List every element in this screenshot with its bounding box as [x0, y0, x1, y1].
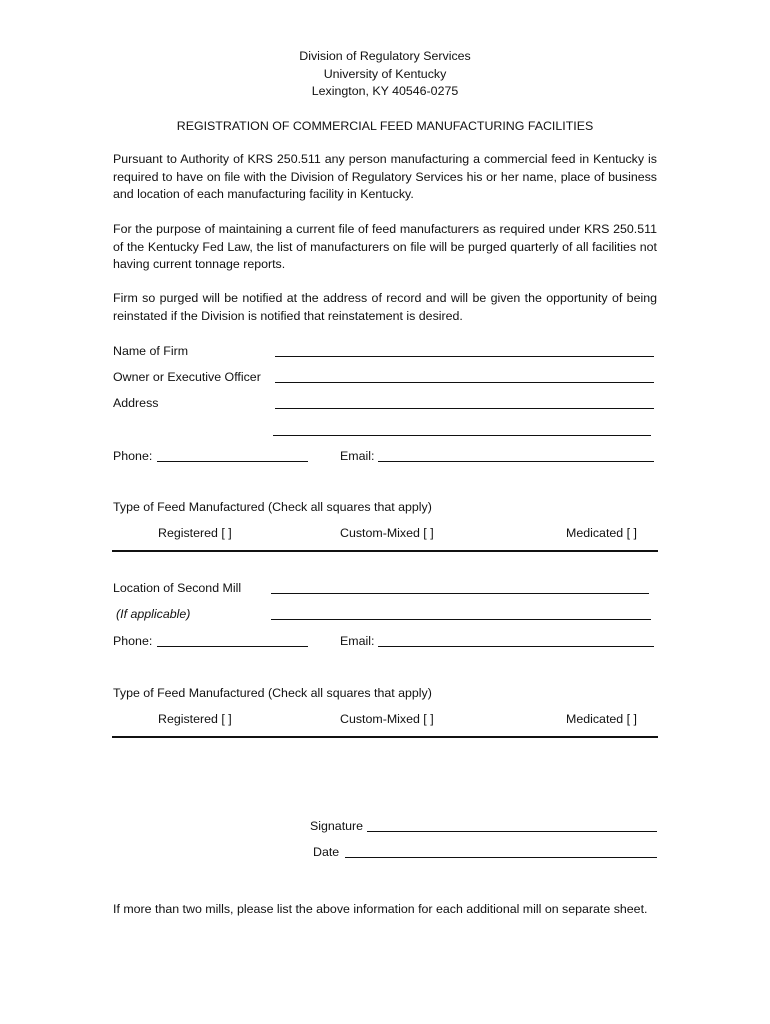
date-label: Date [313, 845, 340, 859]
custom-mixed-checkbox[interactable]: Custom-Mixed [ ] [340, 526, 434, 540]
paragraph-authority: Pursuant to Authority of KRS 250.511 any person manufacturing a commercial feed in Kentucky is required to have on file with the Division of Regulatory Services his or her name, place of business and location of each manufacturing facility in Kentucky. [113, 152, 657, 201]
medicated-checkbox[interactable]: Medicated [ ] [566, 526, 637, 540]
name-of-firm-label: Name of Firm [113, 344, 189, 358]
address-label: Address [113, 396, 159, 410]
second-mill-field-line1[interactable] [271, 593, 649, 594]
additional-mills-note: If more than two mills, please list the above information for each additional mill on separate sheet. [113, 902, 648, 916]
name-of-firm-field[interactable] [275, 356, 654, 357]
email-field[interactable] [378, 461, 654, 462]
feed-type-heading: Type of Feed Manufactured (Check all squares that apply) [113, 500, 432, 514]
second-mill-field-line2[interactable] [271, 619, 651, 620]
second-mill-label: Location of Second Mill [113, 581, 242, 595]
address-field-line1[interactable] [275, 408, 654, 409]
second-mill-feed-type-heading: Type of Feed Manufactured (Check all squares that apply) [113, 686, 432, 700]
signature-label: Signature [310, 819, 364, 833]
section-divider [112, 550, 658, 552]
date-field[interactable] [345, 857, 657, 858]
phone-label: Phone: [113, 449, 153, 463]
header-university: University of Kentucky [323, 67, 447, 81]
signature-field[interactable] [367, 831, 657, 832]
second-mill-medicated-checkbox[interactable]: Medicated [ ] [566, 712, 637, 726]
second-mill-email-label: Email: [340, 634, 375, 648]
email-label: Email: [340, 449, 375, 463]
form-title: REGISTRATION OF COMMERCIAL FEED MANUFACTURING FACILITIES [176, 119, 594, 133]
paragraph-purpose: For the purpose of maintaining a current file of feed manufacturers as required under KRS 250.511 of the Kentucky Fed Law, the list of manufacturers on file will be purged quarterly of all facilities not having current tonnage reports. [113, 222, 657, 271]
owner-field[interactable] [275, 382, 654, 383]
owner-label: Owner or Executive Officer [113, 370, 261, 384]
second-mill-email-field[interactable] [378, 646, 654, 647]
phone-field[interactable] [157, 461, 308, 462]
second-mill-custom-mixed-checkbox[interactable]: Custom-Mixed [ ] [340, 712, 434, 726]
paragraph-purged: Firm so purged will be notified at the address of record and will be given the opportunity of being reinstated if the Division is notified that reinstatement is desired. [113, 291, 657, 323]
if-applicable-note: (If applicable) [116, 607, 191, 621]
second-mill-registered-checkbox[interactable]: Registered [ ] [158, 712, 232, 726]
second-mill-phone-field[interactable] [157, 646, 308, 647]
header-address: Lexington, KY 40546-0275 [311, 84, 459, 98]
second-mill-phone-label: Phone: [113, 634, 153, 648]
header-division: Division of Regulatory Services [299, 49, 471, 63]
section-divider-2 [112, 736, 658, 738]
address-field-line2[interactable] [273, 435, 651, 436]
registered-checkbox[interactable]: Registered [ ] [158, 526, 232, 540]
